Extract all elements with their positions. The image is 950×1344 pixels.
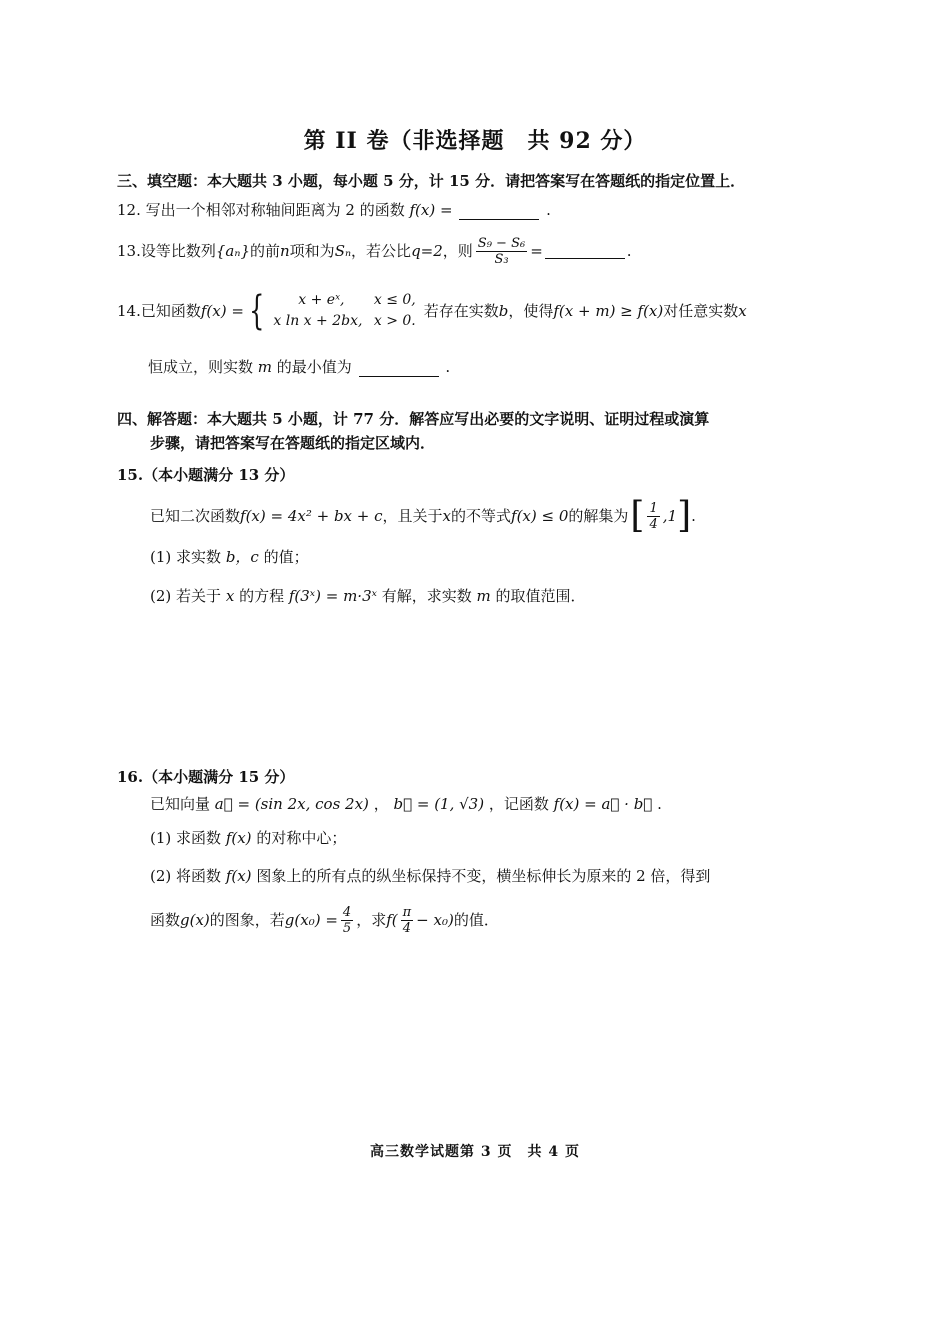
q16-header: 16.（本小题满分 15 分） <box>117 768 295 786</box>
q15-interval-num: 1 <box>649 500 658 516</box>
q15-interval-fraction <box>647 501 659 532</box>
q16-stem-b: ， <box>373 795 389 813</box>
question-12 <box>117 200 551 220</box>
q13-fraction <box>476 236 527 267</box>
q15-stem <box>150 496 696 536</box>
q13-eq: = <box>530 242 543 260</box>
q13-text-e: ，则 <box>442 242 473 260</box>
q16-p2-frac-num: 4 <box>342 904 352 920</box>
q13-number: 13. <box>117 242 141 260</box>
q14-x: x <box>738 302 747 320</box>
q13-n: n <box>280 242 290 260</box>
q14-case1-cond: x ≤ 0, <box>373 292 416 308</box>
q14-lead: 已知函数 <box>140 302 201 320</box>
q15-p1-text-a: 求实数 <box>176 548 226 566</box>
q15-part1 <box>150 547 309 567</box>
q14-m: m <box>257 358 273 376</box>
q16-p2-f-close: − x₀) <box>416 911 454 929</box>
page-footer: 高三数学试题第 3 页 共 4 页 <box>370 1144 580 1160</box>
q12-end: . <box>546 201 551 219</box>
q13-frac-den: S₃ <box>494 251 509 267</box>
q16-p1-text-b: 的对称中心； <box>256 829 347 847</box>
q15-stem-b: ，且关于 <box>382 507 443 525</box>
q14-case2-cond: x > 0. <box>373 313 416 329</box>
q14-b: b <box>498 302 509 320</box>
q16-p2-line2-c: ，求 <box>356 911 387 929</box>
q16-p2-frac-den: 5 <box>342 920 352 936</box>
q15-p2-text-c: 有解，求实数 <box>381 587 477 605</box>
q16-p2-fraction <box>341 905 353 936</box>
q15-p1-label: (1) <box>150 548 172 566</box>
page-title: 第 II 卷（非选择题 共 92 分） <box>303 128 647 154</box>
q12-expr: f(x) = <box>409 201 453 219</box>
q16-part2-line2 <box>150 900 499 940</box>
q13-text-d: ，若公比 <box>351 242 412 260</box>
q16-p2-label: (2) <box>150 867 172 885</box>
q15-p1-text-b: 的值； <box>263 548 309 566</box>
q15-interval-right-bracket: ] <box>677 495 692 536</box>
q16-vec-a: a⃗ = (sin 2x, cos 2x) <box>214 795 369 813</box>
q15-p2-text-d: 的取值范围． <box>495 587 586 605</box>
q16-p1-text-a: 求函数 <box>176 829 226 847</box>
q16-p2-gx0: g(x₀) = <box>284 911 338 929</box>
q16-stem-end: . <box>657 795 662 813</box>
q15-p2-text-a: 若关于 <box>176 587 226 605</box>
q15-p2-text-b: 的方程 <box>239 587 289 605</box>
q15-stem-x: x <box>442 507 452 525</box>
q16-p2-line2-b: 的图象，若 <box>209 911 285 929</box>
q15-interval-tail: ,1 <box>662 507 678 525</box>
q15-stem-ineq: f(x) ≤ 0 <box>511 507 569 525</box>
q16-stem <box>150 794 662 814</box>
q16-stem-c: ，记函数 <box>488 795 554 813</box>
q15-interval <box>630 495 692 536</box>
q16-p2-gx: g(x) <box>180 911 210 929</box>
q12-answer-blank <box>459 205 539 220</box>
q16-p2-line2-a: 函数 <box>150 911 181 929</box>
q15-interval-den: 4 <box>649 516 658 532</box>
q16-p2-line2-d: 的值． <box>453 911 499 929</box>
q13-end: . <box>626 242 632 260</box>
q13-text-b: 的前 <box>249 242 280 260</box>
q16-p2-pi-num: π <box>402 904 412 920</box>
q15-p2-label: (2) <box>150 587 172 605</box>
q13-text-c: 项和为 <box>289 242 335 260</box>
q14-cases <box>273 290 415 332</box>
q15-stem-d: 的解集为 <box>568 507 629 525</box>
q13-sn: Sₙ <box>334 242 352 260</box>
q13-q: q=2 <box>411 242 443 260</box>
question-14 <box>117 288 747 334</box>
q16-stem-a: 已知向量 <box>150 795 215 813</box>
q13-text-a: 设等比数列 <box>140 242 216 260</box>
q14-tail-c: 对任意实数 <box>663 302 739 320</box>
question-13 <box>117 232 632 270</box>
q14-end: . <box>445 358 451 376</box>
q14-piecewise <box>244 290 416 332</box>
q16-vec-b: b⃗ = (1, √3) <box>393 795 485 813</box>
q15-stem-fx: f(x) = 4x² + bx + c <box>240 507 383 525</box>
q14-ineq: f(x + m) ≥ f(x) <box>553 302 664 320</box>
q14-answer-blank <box>359 362 439 377</box>
question-14-line2 <box>148 357 450 377</box>
q16-p2-pi-fraction <box>401 905 414 936</box>
q15-stem-c: 的不等式 <box>451 507 512 525</box>
q14-tail-a: 若存在实数 <box>423 302 499 320</box>
q14-line2-b: 的最小值为 <box>276 358 352 376</box>
q15-p2-eq: f(3ˣ) = m·3ˣ <box>288 587 377 605</box>
q16-p1-fx: f(x) <box>225 829 252 847</box>
q15-p2-x: x <box>225 587 235 605</box>
q16-p2-f-open: f( <box>386 911 398 929</box>
q15-p2-m: m <box>476 587 491 605</box>
section4-heading-line1: 四、解答题：本大题共 5 小题，计 77 分．解答应写出必要的文字说明、证明过程或演算 <box>117 410 710 428</box>
q16-fx: f(x) = a⃗ · b⃗ <box>553 795 653 813</box>
q15-p1-vars: b，c <box>225 548 259 566</box>
section3-heading: 三、填空题：本大题共 3 小题，每小题 5 分，计 15 分．请把答案写在答题纸的指定位置上． <box>117 172 746 190</box>
q12-number: 12. <box>117 201 141 219</box>
q14-case1-expr: x + eˣ, <box>298 292 345 308</box>
q16-p2-pi-den: 4 <box>402 920 412 936</box>
q16-part2 <box>150 866 710 886</box>
q14-case2 <box>273 311 415 332</box>
q14-line2-a: 恒成立，则实数 <box>148 358 258 376</box>
q16-p2-text-a: 将函数 <box>176 867 226 885</box>
q14-fx: f(x) = <box>200 302 244 320</box>
q13-answer-blank <box>545 244 625 259</box>
q13-seq: {aₙ} <box>215 242 250 260</box>
q14-tail-b: ，使得 <box>508 302 554 320</box>
q16-p2-fx: f(x) <box>225 867 252 885</box>
q16-p2-text-b: 图象上的所有点的纵坐标保持不变，横坐标伸长为原来的 2 倍，得到 <box>256 867 711 885</box>
q16-p1-label: (1) <box>150 829 172 847</box>
q14-brace: { <box>249 288 265 334</box>
q15-interval-left-bracket: [ <box>630 495 645 536</box>
q14-number: 14. <box>117 302 141 320</box>
q16-part1 <box>150 828 346 848</box>
q14-case1 <box>273 290 415 311</box>
q13-frac-num: S₉ − S₆ <box>477 235 526 251</box>
q15-stem-end: . <box>691 507 696 525</box>
q14-case2-expr: x ln x + 2bx, <box>273 313 363 329</box>
q15-part2 <box>150 586 586 606</box>
q15-header: 15.（本小题满分 13 分） <box>117 466 295 484</box>
section4-heading-line2: 步骤，请把答案写在答题纸的指定区域内． <box>150 434 436 452</box>
q15-stem-a: 已知二次函数 <box>150 507 241 525</box>
q12-text: 写出一个相邻对称轴间距离为 2 的函数 <box>145 201 410 219</box>
